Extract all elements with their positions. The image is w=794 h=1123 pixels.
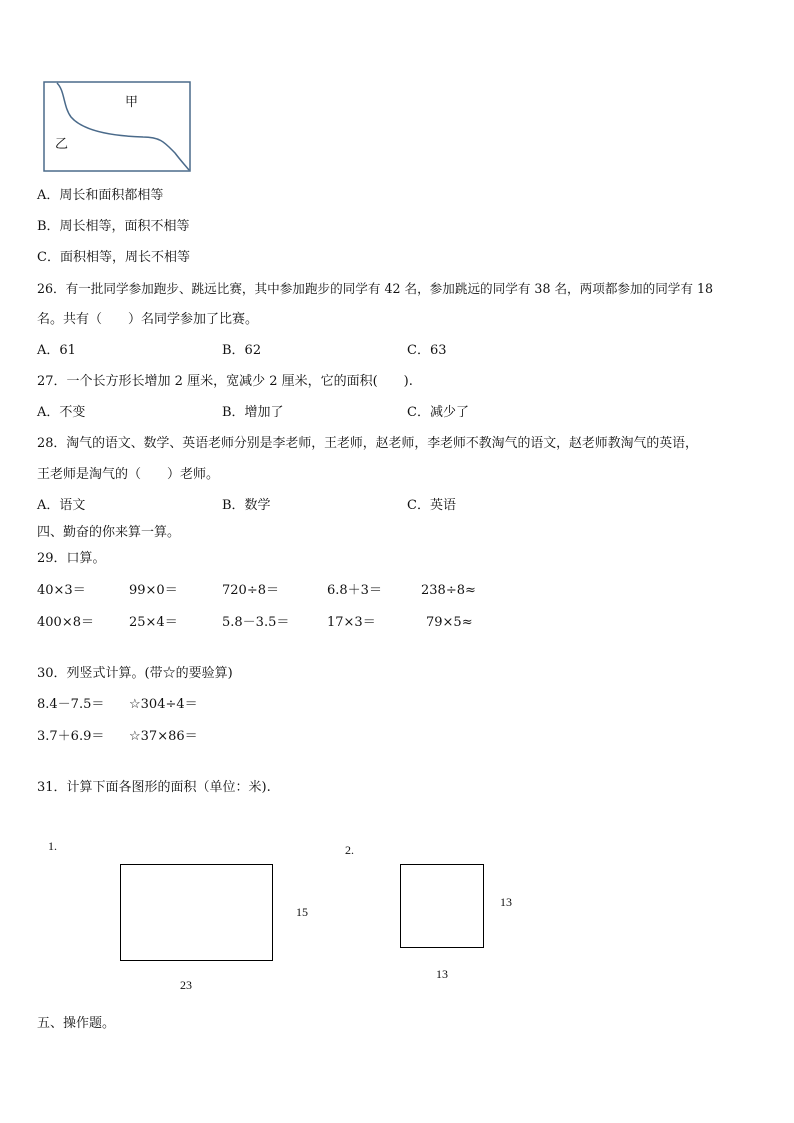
q28-option-a: A．语文 bbox=[37, 498, 86, 513]
q31-fig2-side-label: 13 bbox=[500, 895, 512, 909]
q25-figure-svg bbox=[43, 81, 191, 172]
section5-title: 五、操作题。 bbox=[37, 1016, 116, 1031]
q29-r2-c2: 25×4＝ bbox=[129, 615, 178, 630]
q28-option-c: C．英语 bbox=[407, 498, 456, 513]
q28-option-b: B．数学 bbox=[222, 498, 271, 513]
q29-r1-c1: 40×3＝ bbox=[37, 583, 86, 598]
q27-option-a: A．不变 bbox=[37, 405, 86, 420]
q26-line1: 26．有一批同学参加跑步、跳远比赛，其中参加跑步的同学有 42 名，参加跳远的同学有 38 名，两项都参加的同学有 18 bbox=[37, 281, 714, 296]
q31-title: 31．计算下面各图形的面积（单位：米). bbox=[37, 780, 271, 795]
q27-option-c: C．减少了 bbox=[407, 405, 469, 420]
q25-option-b: B．周长相等，面积不相等 bbox=[37, 219, 190, 234]
q25-option-c: C．面积相等，周长不相等 bbox=[37, 250, 190, 265]
q29-r2-c4: 17×3＝ bbox=[327, 615, 376, 630]
q27-option-b: B．增加了 bbox=[222, 405, 284, 420]
q31-fig2-index: 2. bbox=[345, 843, 354, 857]
q30-r2-c2: ☆37×86＝ bbox=[129, 729, 198, 744]
q31-fig1-height-label: 15 bbox=[296, 905, 308, 919]
q28-line1: 28．淘气的语文、数学、英语老师分别是李老师，王老师，赵老师，李老师不教淘气的语文，赵老师教淘气的英语， bbox=[37, 436, 698, 451]
q30-r2-c1: 3.7＋6.9＝ bbox=[37, 729, 105, 744]
q29-r2-c3: 5.8－3.5＝ bbox=[222, 615, 290, 630]
q26-option-a: A．61 bbox=[37, 343, 76, 358]
q27-line1: 27．一个长方形长增加 2 厘米，宽减少 2 厘米，它的面积( ). bbox=[37, 374, 413, 389]
q30-r1-c2: ☆304÷4＝ bbox=[129, 697, 198, 712]
q29-r1-c4: 6.8＋3＝ bbox=[327, 583, 382, 598]
section4-title: 四、勤奋的你来算一算。 bbox=[37, 525, 181, 540]
q26-line2: 名。共有（ ）名同学参加了比赛。 bbox=[37, 312, 259, 327]
q29-r1-c2: 99×0＝ bbox=[129, 583, 178, 598]
q30-r1-c1: 8.4－7.5＝ bbox=[37, 697, 105, 712]
q29-r2-c1: 400×8＝ bbox=[37, 615, 94, 630]
q29-title: 29．口算。 bbox=[37, 551, 106, 566]
q25-option-a: A．周长和面积都相等 bbox=[37, 188, 164, 203]
q31-fig2-bottom-label: 13 bbox=[436, 967, 448, 981]
q29-r1-c5: 238÷8≈ bbox=[421, 583, 476, 598]
q28-line2: 王老师是淘气的（ ）老师。 bbox=[37, 467, 220, 482]
q30-title: 30．列竖式计算。(带☆的要验算) bbox=[37, 666, 233, 681]
q31-fig1-rectangle bbox=[120, 864, 273, 961]
q31-fig1-width-label: 23 bbox=[180, 978, 192, 992]
q25-figure-border bbox=[44, 82, 190, 171]
q25-label-yi: 乙 bbox=[55, 137, 69, 152]
q29-r1-c3: 720÷8＝ bbox=[222, 583, 279, 598]
q31-fig2-square bbox=[400, 864, 484, 948]
q31-fig1-index: 1. bbox=[48, 839, 57, 853]
q26-option-c: C．63 bbox=[407, 343, 447, 358]
q26-option-b: B．62 bbox=[222, 343, 262, 358]
q29-r2-c5: 79×5≈ bbox=[426, 615, 473, 630]
q25-figure bbox=[43, 81, 191, 172]
q25-label-jia: 甲 bbox=[125, 95, 139, 110]
